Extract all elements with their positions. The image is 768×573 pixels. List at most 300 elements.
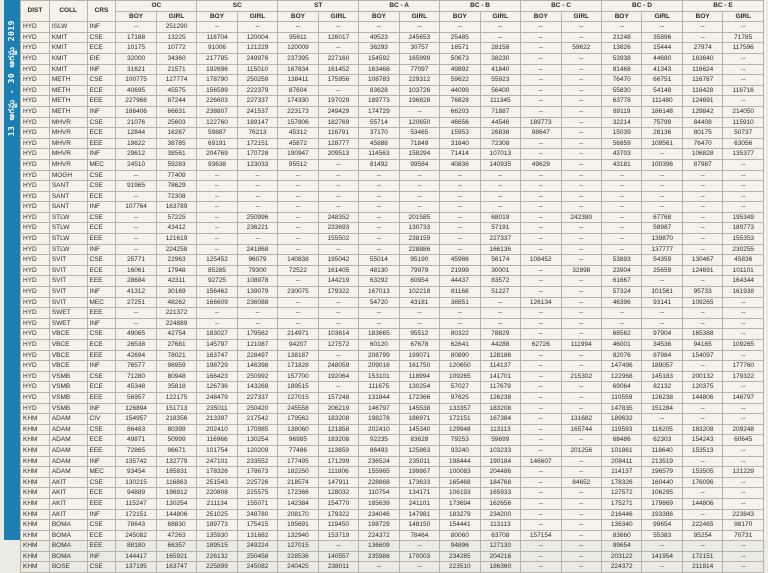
cell-rank: 120004: [237, 32, 277, 43]
cell-rank: --: [197, 212, 237, 223]
header-coll: COLL: [49, 1, 87, 22]
header-girl: GIRL: [480, 11, 520, 22]
cell-rank: 96671: [156, 445, 196, 456]
cell-rank: 45348: [116, 382, 156, 393]
cell-college: SVIT: [49, 297, 87, 308]
cell-rank: --: [602, 212, 642, 223]
document-page: [4, 0, 766, 571]
cell-rank: 71887: [480, 106, 520, 117]
cell-college: VBCE: [49, 361, 87, 372]
cell-rank: 49892: [440, 64, 480, 75]
cell-rank: 218356: [156, 414, 196, 425]
cell-rank: 195691: [278, 520, 318, 531]
cell-rank: 45836: [723, 255, 764, 266]
cell-rank: 99584: [399, 159, 439, 170]
cell-rank: 10175: [116, 43, 156, 54]
cell-rank: 222379: [237, 85, 277, 96]
cell-rank: 127015: [278, 392, 318, 403]
cell-rank: 83628: [359, 85, 399, 96]
cell-rank: 50673: [440, 53, 480, 64]
cell-rank: 144806: [682, 498, 722, 509]
cell-rank: 114137: [602, 467, 642, 478]
cell-rank: 25485: [440, 32, 480, 43]
cell-rank: --: [521, 520, 561, 531]
table-body: [21, 22, 764, 573]
cell-rank: --: [318, 181, 358, 192]
cell-rank: 63778: [602, 96, 642, 107]
cell-rank: 120375: [682, 382, 722, 393]
cell-rank: 70731: [723, 530, 764, 541]
cell-rank: 116716: [723, 85, 764, 96]
cell-rank: 34360: [156, 53, 196, 64]
cell-rank: 80060: [440, 530, 480, 541]
cell-rank: 115010: [237, 64, 277, 75]
cell-rank: 12844: [116, 128, 156, 139]
cell-rank: 122968: [602, 371, 642, 382]
cell-rank: 71414: [440, 149, 480, 160]
cell-rank: --: [521, 212, 561, 223]
cell-rank: --: [561, 403, 601, 414]
cell-rank: --: [561, 191, 601, 202]
cell-rank: 26538: [116, 340, 156, 351]
cell-rank: --: [359, 191, 399, 202]
table-row: [21, 445, 764, 456]
cell-rank: 189773: [197, 520, 237, 531]
cell-rank: 53465: [399, 128, 439, 139]
cell-rank: 98647: [521, 128, 561, 139]
cell-rank: 186148: [642, 106, 682, 117]
cell-rank: 139079: [237, 287, 277, 298]
cell-rank: 154441: [440, 520, 480, 531]
cell-rank: 245558: [278, 403, 318, 414]
cell-rank: 66203: [440, 106, 480, 117]
cell-course: CSE: [87, 75, 116, 86]
cell-rank: --: [278, 181, 318, 192]
cell-rank: --: [723, 414, 764, 425]
cell-rank: 111806: [318, 467, 358, 478]
cell-college: MHVR: [49, 117, 87, 128]
cell-college: METH: [49, 85, 87, 96]
header-row-gender: [21, 11, 764, 22]
cell-college: ADAM: [49, 456, 87, 467]
cell-rank: 42311: [156, 276, 196, 287]
cell-rank: 76470: [682, 138, 722, 149]
cell-rank: 44288: [480, 340, 520, 351]
cell-district: HYD: [21, 64, 50, 75]
cell-rank: 199867: [399, 467, 439, 478]
cell-rank: --: [237, 181, 277, 192]
cell-rank: --: [197, 202, 237, 213]
cell-rank: 198729: [359, 520, 399, 531]
cell-rank: --: [682, 318, 722, 329]
table-row: [21, 212, 764, 223]
header-dist: DIST: [21, 1, 50, 22]
cell-rank: 27974: [682, 43, 722, 54]
cell-rank: --: [521, 223, 561, 234]
cell-rank: --: [521, 32, 561, 43]
cell-rank: --: [561, 96, 601, 107]
cell-rank: 17948: [156, 265, 196, 276]
cell-rank: 172151: [440, 414, 480, 425]
cell-rank: 36293: [359, 43, 399, 54]
cell-college: SVIT: [49, 265, 87, 276]
cell-course: INF: [87, 244, 116, 255]
cell-rank: 165744: [561, 424, 601, 435]
cell-rank: --: [521, 138, 561, 149]
table-header: [21, 1, 764, 22]
header-girl: GIRL: [723, 11, 764, 22]
cell-rank: 44680: [642, 53, 682, 64]
cell-rank: 251290: [156, 22, 196, 33]
cell-rank: 66751: [642, 75, 682, 86]
cell-rank: --: [440, 318, 480, 329]
cell-rank: --: [359, 223, 399, 234]
cell-district: HYD: [21, 181, 50, 192]
cell-rank: 101861: [602, 445, 642, 456]
cell-rank: --: [602, 234, 642, 245]
cell-course: INF: [87, 287, 116, 298]
cell-rank: 83628: [399, 435, 439, 446]
cell-rank: 157154: [521, 530, 561, 541]
cell-rank: 250458: [237, 551, 277, 562]
cell-rank: 80322: [440, 329, 480, 340]
cell-district: HYD: [21, 255, 50, 266]
cell-course: ECE: [87, 340, 116, 351]
cell-rank: 68019: [480, 212, 520, 223]
cell-rank: 163468: [359, 64, 399, 75]
cell-rank: --: [521, 234, 561, 245]
cell-rank: 13826: [602, 43, 642, 54]
table-row: [21, 520, 764, 531]
cell-course: EEE: [87, 234, 116, 245]
cell-rank: --: [561, 181, 601, 192]
cell-rank: 30757: [399, 43, 439, 54]
cell-rank: 76470: [602, 75, 642, 86]
cell-rank: --: [278, 202, 318, 213]
cell-rank: 196828: [399, 96, 439, 107]
cell-rank: --: [237, 234, 277, 245]
cell-rank: --: [521, 170, 561, 181]
cell-rank: --: [561, 530, 601, 541]
cell-rank: --: [561, 287, 601, 298]
cell-rank: 45312: [278, 128, 318, 139]
cell-rank: 153719: [318, 530, 358, 541]
cell-rank: 125863: [399, 445, 439, 456]
cell-rank: --: [521, 509, 561, 520]
cell-course: INF: [87, 64, 116, 75]
cell-rank: 185639: [359, 498, 399, 509]
cell-rank: --: [561, 541, 601, 552]
cell-rank: 100396: [642, 159, 682, 170]
cell-rank: 128777: [318, 138, 358, 149]
cell-rank: --: [561, 318, 601, 329]
cell-rank: 146797: [359, 403, 399, 414]
cell-course: EEE: [87, 276, 116, 287]
cell-rank: 170003: [399, 551, 439, 562]
cell-rank: --: [521, 382, 561, 393]
cell-rank: 15039: [602, 128, 642, 139]
cell-college: VSMB: [49, 403, 87, 414]
cell-rank: --: [561, 488, 601, 499]
cell-college: SVIT: [49, 276, 87, 287]
table-row: [21, 340, 764, 351]
cell-rank: 46656: [440, 117, 480, 128]
cell-rank: 251025: [197, 509, 237, 520]
cell-rank: --: [440, 308, 480, 319]
cell-rank: --: [440, 191, 480, 202]
cell-rank: 116428: [682, 85, 722, 96]
cell-rank: --: [521, 467, 561, 478]
cell-rank: --: [197, 244, 237, 255]
cell-district: KHM: [21, 435, 50, 446]
cell-rank: --: [521, 477, 561, 488]
cell-rank: 62303: [642, 435, 682, 446]
cell-rank: 89119: [602, 106, 642, 117]
cell-rank: --: [521, 64, 561, 75]
header-category: BC - A: [359, 1, 440, 12]
cell-college: AKIT: [49, 498, 87, 509]
cell-rank: --: [561, 276, 601, 287]
cell-rank: --: [278, 212, 318, 223]
cell-rank: 183208: [318, 435, 358, 446]
cell-rank: 49871: [116, 435, 156, 446]
cell-rank: 26838: [480, 128, 520, 139]
cell-district: HYD: [21, 138, 50, 149]
cell-rank: --: [318, 202, 358, 213]
cell-rank: 131682: [561, 414, 601, 425]
cell-district: HYD: [21, 22, 50, 33]
cell-rank: --: [521, 424, 561, 435]
cell-rank: 53893: [602, 255, 642, 266]
cell-college: BOMA: [49, 530, 87, 541]
cell-course: INF: [87, 456, 116, 467]
cell-rank: 42754: [156, 329, 196, 340]
cell-rank: 245653: [399, 32, 439, 43]
cell-rank: 245082: [237, 562, 277, 573]
cell-rank: --: [480, 191, 520, 202]
table-row: [21, 382, 764, 393]
table-row: [21, 223, 764, 234]
cell-rank: --: [440, 244, 480, 255]
cell-course: MEC: [87, 159, 116, 170]
cell-rank: 132779: [156, 456, 196, 467]
cell-rank: 163747: [197, 350, 237, 361]
cell-college: MHVR: [49, 138, 87, 149]
cell-rank: 109265: [440, 371, 480, 382]
cell-rank: 131682: [237, 530, 277, 541]
cell-rank: 162656: [480, 498, 520, 509]
cell-rank: 41840: [480, 64, 520, 75]
cell-district: KHM: [21, 477, 50, 488]
cell-rank: --: [278, 308, 318, 319]
cell-rank: 45575: [156, 85, 196, 96]
cell-rank: --: [561, 85, 601, 96]
table-row: [21, 488, 764, 499]
cell-rank: 55714: [359, 117, 399, 128]
table-row: [21, 403, 764, 414]
cell-rank: 53938: [602, 53, 642, 64]
cell-rank: 165921: [156, 551, 196, 562]
cell-rank: --: [399, 181, 439, 192]
cell-rank: 106828: [682, 149, 722, 160]
cell-rank: 96985: [278, 435, 318, 446]
cell-rank: 236524: [359, 456, 399, 467]
cell-rank: 204486: [480, 467, 520, 478]
header-category: BC - D: [602, 1, 683, 12]
cell-rank: --: [318, 159, 358, 170]
cell-rank: 224372: [602, 562, 642, 573]
cell-rank: 195042: [318, 255, 358, 266]
cell-rank: 192064: [318, 371, 358, 382]
cell-college: ADAM: [49, 414, 87, 425]
table-row: [21, 551, 764, 562]
cell-district: KHM: [21, 467, 50, 478]
cell-course: ECE: [87, 530, 116, 541]
cell-rank: 130467: [682, 255, 722, 266]
cell-rank: 227337: [237, 392, 277, 403]
cell-district: HYD: [21, 234, 50, 245]
cell-rank: 117596: [723, 43, 764, 54]
cell-rank: 106295: [642, 488, 682, 499]
cell-college: VBCE: [49, 350, 87, 361]
cell-course: EEE: [87, 138, 116, 149]
cell-rank: 75799: [642, 117, 682, 128]
cell-rank: 117679: [480, 382, 520, 393]
cell-rank: --: [521, 551, 561, 562]
cell-rank: 25771: [116, 255, 156, 266]
cell-rank: 78829: [480, 329, 520, 340]
table-row: [21, 318, 764, 329]
cell-district: HYD: [21, 403, 50, 414]
cell-rank: 63708: [480, 530, 520, 541]
cell-rank: 136340: [602, 520, 642, 531]
cell-rank: 46001: [602, 340, 642, 351]
cell-rank: --: [723, 297, 764, 308]
cell-rank: 79253: [440, 435, 480, 446]
cell-rank: 103726: [399, 85, 439, 96]
cell-rank: 184768: [480, 477, 520, 488]
cell-rank: 44437: [440, 276, 480, 287]
cell-rank: 172151: [682, 551, 722, 562]
cell-rank: 50737: [723, 128, 764, 139]
cell-rank: 40836: [440, 159, 480, 170]
cell-rank: --: [561, 297, 601, 308]
cell-rank: 127572: [602, 488, 642, 499]
cell-rank: --: [480, 32, 520, 43]
cell-course: INF: [87, 106, 116, 117]
cell-rank: 43181: [602, 159, 642, 170]
cell-course: INF: [87, 509, 116, 520]
table-row: [21, 456, 764, 467]
cell-course: INF: [87, 318, 116, 329]
cell-college: SVIT: [49, 255, 87, 266]
cell-rank: 248479: [197, 392, 237, 403]
cell-course: CSE: [87, 371, 116, 382]
cell-course: MEC: [87, 467, 116, 478]
cell-college: KMIT: [49, 53, 87, 64]
cell-rank: 22963: [156, 255, 196, 266]
header-boy: BOY: [682, 11, 722, 22]
table-row: [21, 371, 764, 382]
cell-rank: 154770: [318, 498, 358, 509]
header-category: BC - B: [440, 1, 521, 12]
cell-rank: 235011: [197, 403, 237, 414]
cell-rank: 67678: [399, 340, 439, 351]
cell-rank: 165388: [682, 329, 722, 340]
cell-rank: --: [723, 22, 764, 33]
cell-district: KHM: [21, 551, 50, 562]
cell-rank: 211134: [197, 498, 237, 509]
cell-rank: 95733: [682, 287, 722, 298]
cell-rank: 49629: [521, 159, 561, 170]
cell-rank: 28136: [642, 128, 682, 139]
cell-rank: 77409: [156, 170, 196, 181]
cell-rank: --: [561, 117, 601, 128]
cell-rank: 124691: [682, 265, 722, 276]
cell-rank: --: [723, 202, 764, 213]
cell-district: HYD: [21, 75, 50, 86]
cell-district: HYD: [21, 297, 50, 308]
cell-rank: 178790: [197, 75, 237, 86]
cell-course: ECE: [87, 128, 116, 139]
cell-rank: 177760: [723, 361, 764, 372]
cell-rank: 130254: [237, 435, 277, 446]
cell-rank: 93454: [116, 467, 156, 478]
cell-rank: --: [116, 318, 156, 329]
cell-rank: --: [723, 181, 764, 192]
cell-rank: 102218: [399, 287, 439, 298]
cell-rank: --: [480, 202, 520, 213]
cell-district: HYD: [21, 128, 50, 139]
cell-rank: 209016: [359, 361, 399, 372]
cell-rank: 250420: [237, 403, 277, 414]
cell-rank: 215302: [561, 371, 601, 382]
cell-rank: 56174: [480, 255, 520, 266]
table-row: [21, 530, 764, 541]
cell-rank: 30169: [156, 287, 196, 298]
cell-rank: 24510: [116, 159, 156, 170]
cell-rank: 242380: [561, 212, 601, 223]
cell-rank: 93240: [440, 445, 480, 456]
cell-rank: 179869: [642, 498, 682, 509]
sidebar-strip: [4, 0, 20, 540]
cell-rank: 15953: [440, 128, 480, 139]
cell-rank: 240425: [278, 562, 318, 573]
cell-rank: 32214: [602, 117, 642, 128]
cell-rank: --: [602, 181, 642, 192]
cell-rank: --: [318, 308, 358, 319]
cell-district: KHM: [21, 424, 50, 435]
cell-rank: --: [440, 170, 480, 181]
cell-rank: --: [399, 191, 439, 202]
cell-rank: 221372: [156, 308, 196, 319]
cell-rank: 178673: [237, 467, 277, 478]
cell-rank: 97904: [642, 329, 682, 340]
cell-course: CSE: [87, 520, 116, 531]
cell-rank: --: [278, 223, 318, 234]
cell-college: VSMB: [49, 392, 87, 403]
cell-rank: 125452: [197, 255, 237, 266]
cell-rank: 143269: [237, 382, 277, 393]
cell-rank: 123033: [237, 159, 277, 170]
header-boy: BOY: [116, 11, 156, 22]
cell-rank: 155071: [237, 498, 277, 509]
cell-rank: --: [521, 350, 561, 361]
cell-rank: 95611: [278, 32, 318, 43]
cell-rank: 127015: [278, 541, 318, 552]
cell-rank: 226603: [197, 96, 237, 107]
cell-course: EEE: [87, 308, 116, 319]
